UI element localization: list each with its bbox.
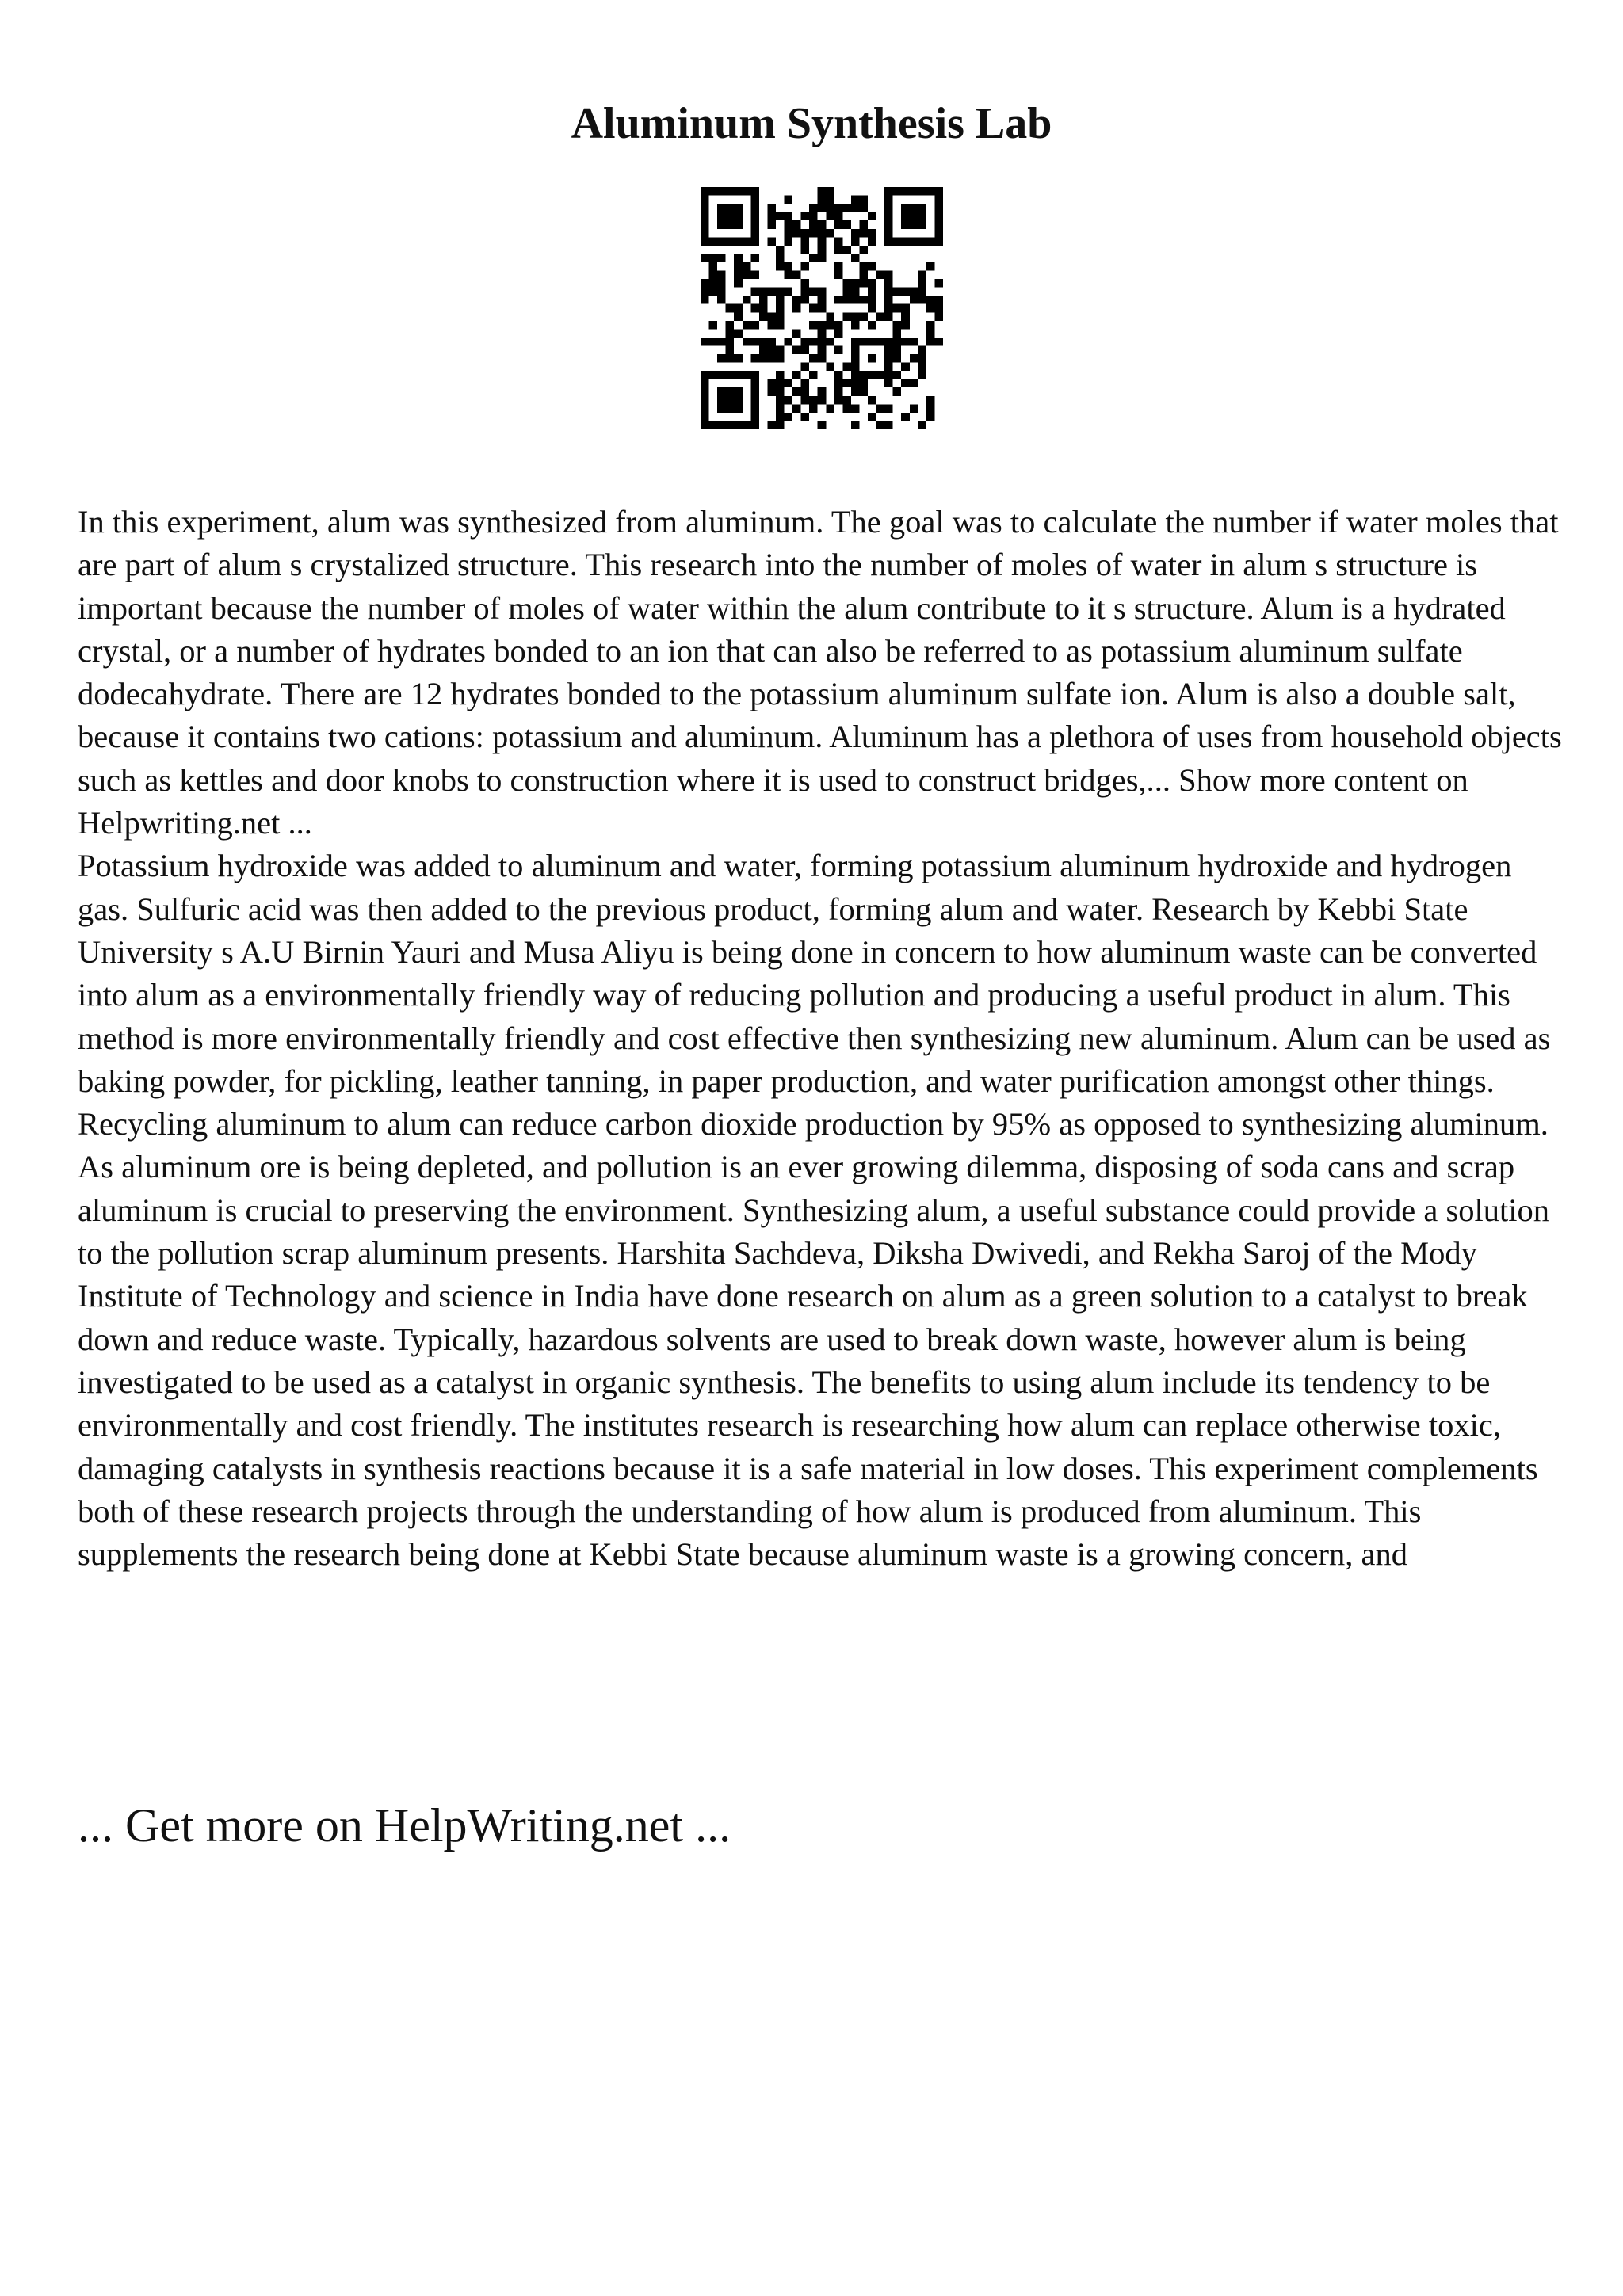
paragraph: In this experiment, alum was synthesized from aluminum. The goal was to calculate the number if water moles that are part of alum s crystalized structure. This research into the number of moles of water in alum s structure is important because the number of moles of water within the alum contribute to it s structure. Alum is a hydrated crystal, or a number of hydrates bonded to an ion that can also be referred to as potassium aluminum sulfate dodecahydrate. There are 12 hydrates bonded to the potassium aluminum sulfate ion. Alum is also a double salt, because it contains two cations: potassium and aluminum. Aluminum has a plethora of uses from household objects such as kettles and door knobs to construction where it is used to construct bridges,... Show more content on Helpwriting.net ... bbox=[78, 504, 1562, 841]
get-more-link[interactable]: ... Get more on HelpWriting.net ... bbox=[78, 1799, 731, 1852]
qr-code-icon bbox=[701, 187, 943, 429]
document-body bbox=[78, 501, 1568, 1576]
document-title: Aluminum Synthesis Lab bbox=[571, 99, 1052, 148]
paragraph: Potassium hydroxide was added to aluminum and water, forming potassium aluminum hydroxide and hydrogen gas. Sulfuric acid was then added to the previous product, forming alum and water. Research by Kebbi State University s A.U Birnin Yauri and Musa Aliyu is being done in concern to how aluminum waste can be converted into alum as a environmentally friendly way of reducing pollution and producing a useful product in alum. This method is more environmentally friendly and cost effective then synthesizing new aluminum. Alum can be used as baking powder, for pickling, leather tanning, in paper production, and water purification amongst other things. Recycling aluminum to alum can reduce carbon dioxide production by 95% as opposed to synthesizing aluminum. As aluminum ore is being depleted, and pollution is an ever growing dilemma, disposing of soda cans and scrap aluminum is crucial to preserving the environment. Synthesizing alum, a useful substance could provide a solution to the pollution scrap aluminum presents. Harshita Sachdeva, Diksha Dwivedi, and Rekha Saroj of the Mody Institute of Technology and science in India have done research on alum as a green solution to a catalyst to break down and reduce waste. Typically, hazardous solvents are used to break down waste, however alum is being investigated to be used as a catalyst in organic synthesis. The benefits to using alum include its tendency to be environmentally and cost friendly. The institutes research is researching how alum can replace otherwise toxic, damaging catalysts in synthesis reactions because it is a safe material in low doses. This experiment complements both of these research projects through the understanding of how alum is produced from aluminum. This supplements the research being done at Kebbi State because aluminum waste is a growing concern, and bbox=[78, 848, 1551, 1573]
